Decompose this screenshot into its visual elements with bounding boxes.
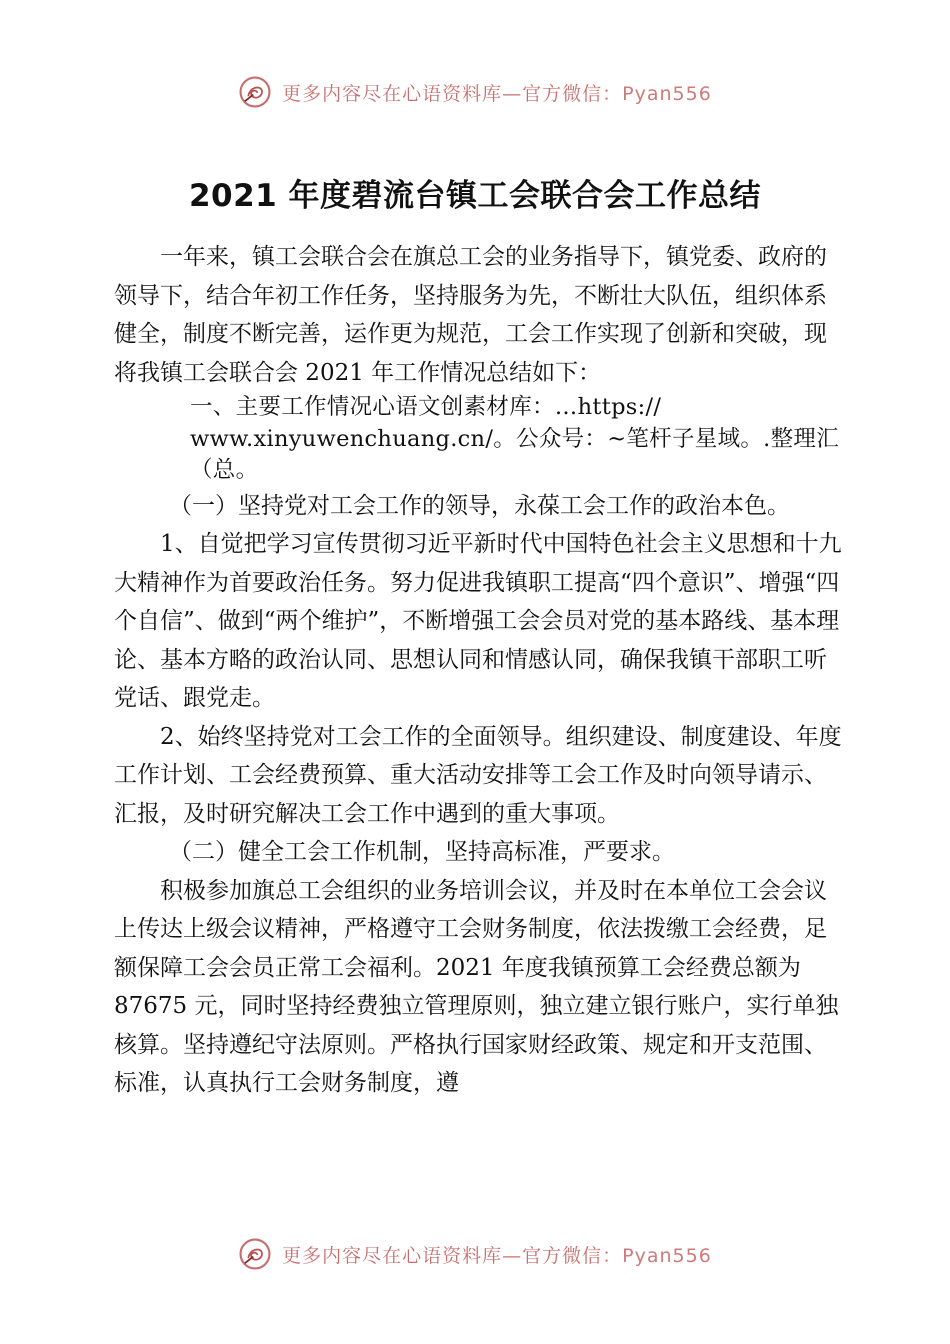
section-heading-one xyxy=(114,392,945,487)
section-heading-line-1: 一、主要工作情况心语文创素材库：…https:// xyxy=(190,394,662,420)
section-heading-line-3: （总。 xyxy=(190,457,259,483)
rose-seal-icon xyxy=(238,75,272,109)
watermark-text xyxy=(282,1241,712,1268)
top-watermark-banner xyxy=(0,70,950,114)
paragraph-intro: 一年来，镇工会联合会在旗总工会的业务指导下，镇党委、政府的领导下，结合年初工作任务，坚持服务为先，不断壮大队伍，组织体系健全，制度不断完善，运作更为规范，工会工作实现了创新和突破，现将我镇工会联合会 2021 年工作情况总结如下： xyxy=(114,244,827,386)
watermark-text-cn: 更多内容尽在心语资料库—官方微信： xyxy=(282,1244,623,1267)
rose-seal-icon xyxy=(238,1237,272,1271)
section-heading-line-2: www.xinyuwenchuang.cn/。公众号：~笔杆子星域。.整理汇 xyxy=(190,425,840,452)
document-title: 2021 年度碧流台镇工会联合会工作总结 xyxy=(188,178,762,214)
paragraph-point-2: 2、始终坚持党对工会工作的全面领导。组织建设、制度建设、年度工作计划、工会经费预算、重大活动安排等工会工作及时向领导请示、汇报，及时研究解决工会工作中遇到的重大事项。 xyxy=(114,723,842,827)
watermark-text-latin: Pyan556 xyxy=(622,1244,712,1267)
subheading-one: （一）坚持党对工会工作的领导，永葆工会工作的政治本色。 xyxy=(169,492,790,519)
bottom-watermark-banner xyxy=(0,1232,950,1276)
watermark-text-latin: Pyan556 xyxy=(622,82,712,105)
watermark-text xyxy=(282,79,712,106)
watermark-text-cn: 更多内容尽在心语资料库—官方微信： xyxy=(282,82,623,105)
document-body xyxy=(114,238,842,1103)
subheading-two: （二）健全工会工作机制，坚持高标准，严要求。 xyxy=(169,839,675,865)
paragraph-finance: 积极参加旗总工会组织的业务培训会议，并及时在本单位工会会议上传达上级会议精神，严格遵守工会财务制度，依法拨缴工会经费，足额保障工会会员正常工会福利。2021 年度我镇预算工会经费总额为 87675 元，同时坚持经费独立管理原则，独立建立银行账户，实行单独核算。坚持遵纪守法原则。严格执行国家财经政策、规定和开支范围、标准，认真执行工会财务制度，遵 xyxy=(114,877,839,1096)
paragraph-point-1: 1、自觉把学习宣传贯彻习近平新时代中国特色社会主义思想和十九大精神作为首要政治任务。努力促进我镇职工提高“四个意识”、增强“四个自信”、做到“两个维护”，不断增强工会会员对党的基本路线、基本理论、基本方略的政治认同、思想认同和情感认同，确保我镇干部职工听党话、跟党走。 xyxy=(114,531,842,711)
